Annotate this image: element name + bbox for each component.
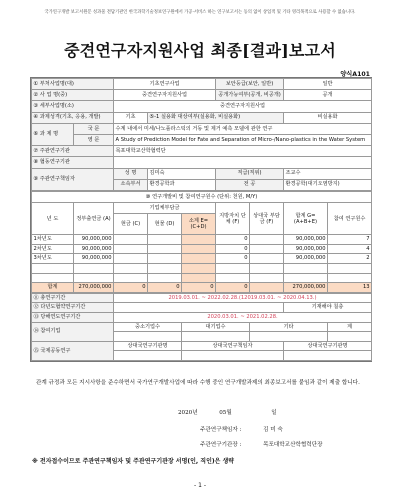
budget-year-header: 년 도: [32, 203, 74, 235]
large-company-count-value: [182, 332, 250, 342]
budget-row-people: 2: [328, 254, 372, 264]
budget-row-other: [250, 235, 284, 245]
researcher-major-label: 전 공: [216, 179, 284, 190]
form-code: 양식A101: [340, 71, 370, 78]
date-day-label: 일: [271, 410, 277, 416]
total-period-value: 2019.03.01. ~ 2022.02.28.(12019.03.01. ~ 2020.04.13.): [114, 293, 372, 303]
budget-row-cash: [114, 273, 148, 283]
budget-total-header: 합계 G=(A+B+E): [284, 203, 328, 235]
korean-title-label: 국 문: [74, 123, 114, 134]
researcher-dept-value: 환경공학과: [148, 179, 216, 190]
budget-row-inkind: [148, 264, 182, 274]
total-period-label: ⑪ 총연구기간: [32, 293, 114, 303]
budget-row-inkind: [148, 235, 182, 245]
budget-row-inkind: [148, 244, 182, 254]
budget-row-people: 4: [328, 244, 372, 254]
institution-head-signature: [200, 440, 323, 448]
budget-row-local: [216, 273, 250, 283]
ministry-program-value: 기초연구사업: [114, 79, 216, 90]
budget-inkind-header: 현물 (D): [148, 214, 182, 235]
budget-people-header: 참여 연구원수: [328, 203, 372, 235]
submission-date: [178, 408, 277, 416]
budget-row-other: [250, 273, 284, 283]
intl-lead-header: 상대국연구책임자: [182, 341, 284, 351]
budget-row-gov: 90,000,000: [74, 244, 114, 254]
coop-institution-value: [114, 157, 372, 168]
project-title-label: ⑥ 과 제 명: [32, 123, 74, 145]
english-title-value: A Study of Prediction Model for Fate and Separation of Micro-/Nano-plastics in the Water System: [114, 134, 372, 145]
budget-local-header: 지방자치 단체 (F): [216, 203, 250, 235]
budget-row-subtotal: [182, 273, 216, 283]
program-name-value: 중견연구자지원사업: [114, 90, 216, 101]
budget-row-total: [284, 273, 328, 283]
budget-sum-other: [250, 283, 284, 293]
budget-row-subtotal: [182, 244, 216, 254]
lead-signature-label: 주관연구책임자 :: [200, 427, 242, 433]
budget-row-year: 1차년도: [32, 235, 74, 245]
lead-signature-name: 김 미 숙: [263, 427, 283, 433]
budget-row-cash: [114, 235, 148, 245]
company-total-value: [328, 332, 372, 342]
lead-institution-value: 목포대학교산학협력단: [114, 146, 372, 157]
budget-sum-label: 합계: [32, 283, 74, 293]
disclosure-value: 공개: [284, 90, 372, 101]
page-title: 중견연구자지원사업 최종[결과]보고서: [64, 41, 336, 60]
report-form: [30, 77, 372, 362]
coop-institution-label: ⑧ 협동연구기관: [32, 157, 114, 168]
budget-row-subtotal: [182, 254, 216, 264]
budget-row-total: 90,000,000: [284, 254, 328, 264]
budget-row-total: [284, 264, 328, 274]
current-period-label: ⑬ 당해연도연구기간: [32, 313, 114, 323]
budget-row-subtotal: [182, 264, 216, 274]
security-level-label: 보안등급(보안, 일반): [216, 79, 284, 90]
budget-row-inkind: [148, 254, 182, 264]
sub-program-value: 중견연구자지원사업: [114, 101, 372, 112]
budget-sum-cash: 0: [114, 283, 148, 293]
budget-row-year: [32, 264, 74, 274]
lead-institution-label: ⑦ 주관연구기관: [32, 146, 114, 157]
budget-row-other: [250, 254, 284, 264]
large-company-count-header: 대기업수: [182, 322, 250, 332]
researcher-major-value: 환경공학(대기오염방지): [284, 179, 372, 190]
intl-lead-value: [182, 351, 284, 361]
budget-corp-group-header: 기업체부담금: [114, 203, 216, 214]
lead-researcher-signature: [200, 425, 283, 433]
lead-researcher-label: ⑨ 주관연구책임자: [32, 168, 114, 190]
current-period-value: 2020.03.01. ~ 2021.02.28.: [114, 313, 372, 323]
researcher-dept-label: 소속부서: [114, 179, 148, 190]
project-type-value: 기초: [114, 112, 148, 123]
sme-count-value: [114, 332, 182, 342]
korean-title-value: 수계 내에서 미세/나노플라스틱의 거동 및 제거 예측 모델에 관한 연구: [114, 123, 372, 134]
budget-sum-inkind: 0: [148, 283, 182, 293]
org-signature-name: 목포대학교산학협력단장: [263, 442, 323, 448]
budget-row-cash: [114, 254, 148, 264]
project-type-label: ④ 과제성격(기초, 응용, 개발): [32, 112, 114, 123]
budget-row-year: 2차년도: [32, 244, 74, 254]
researcher-position-value: 조교수: [284, 168, 372, 179]
sme-count-header: 중소기업수: [114, 322, 182, 332]
budget-row-local: 0: [216, 235, 250, 245]
budget-title: ⑩ 연구개발비 및 참여연구원수 (단위: 천원, M/Y): [32, 191, 372, 202]
disclosure-label: 공개가능여부(공개, 비공개): [216, 90, 284, 101]
period-table: [31, 293, 372, 361]
ministry-program-label: ① 부처사업명(대): [32, 79, 114, 90]
multi-year-period-value: [114, 303, 284, 313]
researcher-name-value: 김미숙: [148, 168, 216, 179]
budget-row-local: [216, 264, 250, 274]
budget-row-people: [328, 264, 372, 274]
usage-notice: 국가연구개발 보고서원문 성과물 전담기관인 한국과학기술정보연구원에서 가공·서비스 하는 연구보고서는 동의 없이 상업적 및 기타 영리목적으로 사용할 수 없습니다.: [44, 10, 356, 15]
program-name-label: ② 사 업 명(중): [32, 90, 114, 101]
footnote: ※ 전자접수이므로 주관연구책임자 및 주관연구기관장 서명(인, 직인)은 생략: [32, 458, 235, 465]
budget-row-gov: 90,000,000: [74, 254, 114, 264]
budget-row-gov: 90,000,000: [74, 235, 114, 245]
budget-row-gov: [74, 264, 114, 274]
budget-sum-gov: 270,000,000: [74, 283, 114, 293]
budget-cash-header: 현금 (C): [114, 214, 148, 235]
researcher-position-label: 직급(직위): [216, 168, 284, 179]
sub-program-label: ③ 세부사업명(소): [32, 101, 114, 112]
participating-companies-label: ⑭ 참여기업: [32, 322, 114, 341]
budget-row-cash: [114, 244, 148, 254]
date-month: 05월: [219, 410, 232, 416]
budget-row-total: 90,000,000: [284, 235, 328, 245]
budget-row-subtotal: [182, 235, 216, 245]
budget-row-other: [250, 264, 284, 274]
budget-row-local: 0: [216, 254, 250, 264]
budget-row-local: 0: [216, 244, 250, 254]
budget-gov-header: 정부출연금 (A): [74, 203, 114, 235]
budget-sum-total: 270,000,000: [284, 283, 328, 293]
submission-statement: 관계 규정과 모든 지시사항을 준수하면서 국가연구개발사업에 따라 수행 중인 연구개발과제의 최종보고서를 붙임과 같이 제출 합니다.: [36, 380, 360, 386]
budget-row-total: 90,000,000: [284, 244, 328, 254]
commercialization-label: ⑤-1 실용화 대상여부(실용화, 비실용화): [148, 112, 284, 123]
multi-year-period-label: ⑫ 다년도협약연구기간: [32, 303, 114, 313]
date-year: 2020년: [178, 410, 198, 416]
page-number: - 1 -: [194, 482, 206, 489]
budget-row-inkind: [148, 273, 182, 283]
intl-institution2-header: 상대국연구기관명: [284, 341, 372, 351]
commercialization-value: 비실용화: [284, 112, 372, 123]
intl-institution2-value: [284, 351, 372, 361]
english-title-label: 영 문: [74, 134, 114, 145]
intl-institution-header: 상대국연구기관명: [114, 341, 182, 351]
budget-row-people: [328, 273, 372, 283]
researcher-name-label: 성 명: [114, 168, 148, 179]
budget-row-cash: [114, 264, 148, 274]
budget-table: [31, 191, 372, 293]
other-count-header: 기타: [250, 322, 328, 332]
intl-collab-label: ⑮ 국제공동연구: [32, 341, 114, 360]
project-info-table: [31, 78, 372, 191]
budget-row-gov: [74, 273, 114, 283]
intl-institution-value: [114, 351, 182, 361]
security-level-value: 일반: [284, 79, 372, 90]
other-count-value: [250, 332, 328, 342]
budget-sum-local: 0: [216, 283, 250, 293]
budget-subtotal-header: 소계 E=(C+D): [182, 214, 216, 235]
company-total-header: 계: [328, 322, 372, 332]
budget-other-header: 상대국 부담금 (F): [250, 203, 284, 235]
budget-row-people: 7: [328, 235, 372, 245]
budget-sum-subtotal: 0: [182, 283, 216, 293]
budget-sum-people: 13: [328, 283, 372, 293]
budget-row-year: [32, 273, 74, 283]
budget-row-year: 3차년도: [32, 254, 74, 264]
org-signature-label: 주관연구기관장 :: [200, 442, 242, 448]
budget-row-other: [250, 244, 284, 254]
period-note: 기재해야 칠층: [284, 303, 372, 313]
